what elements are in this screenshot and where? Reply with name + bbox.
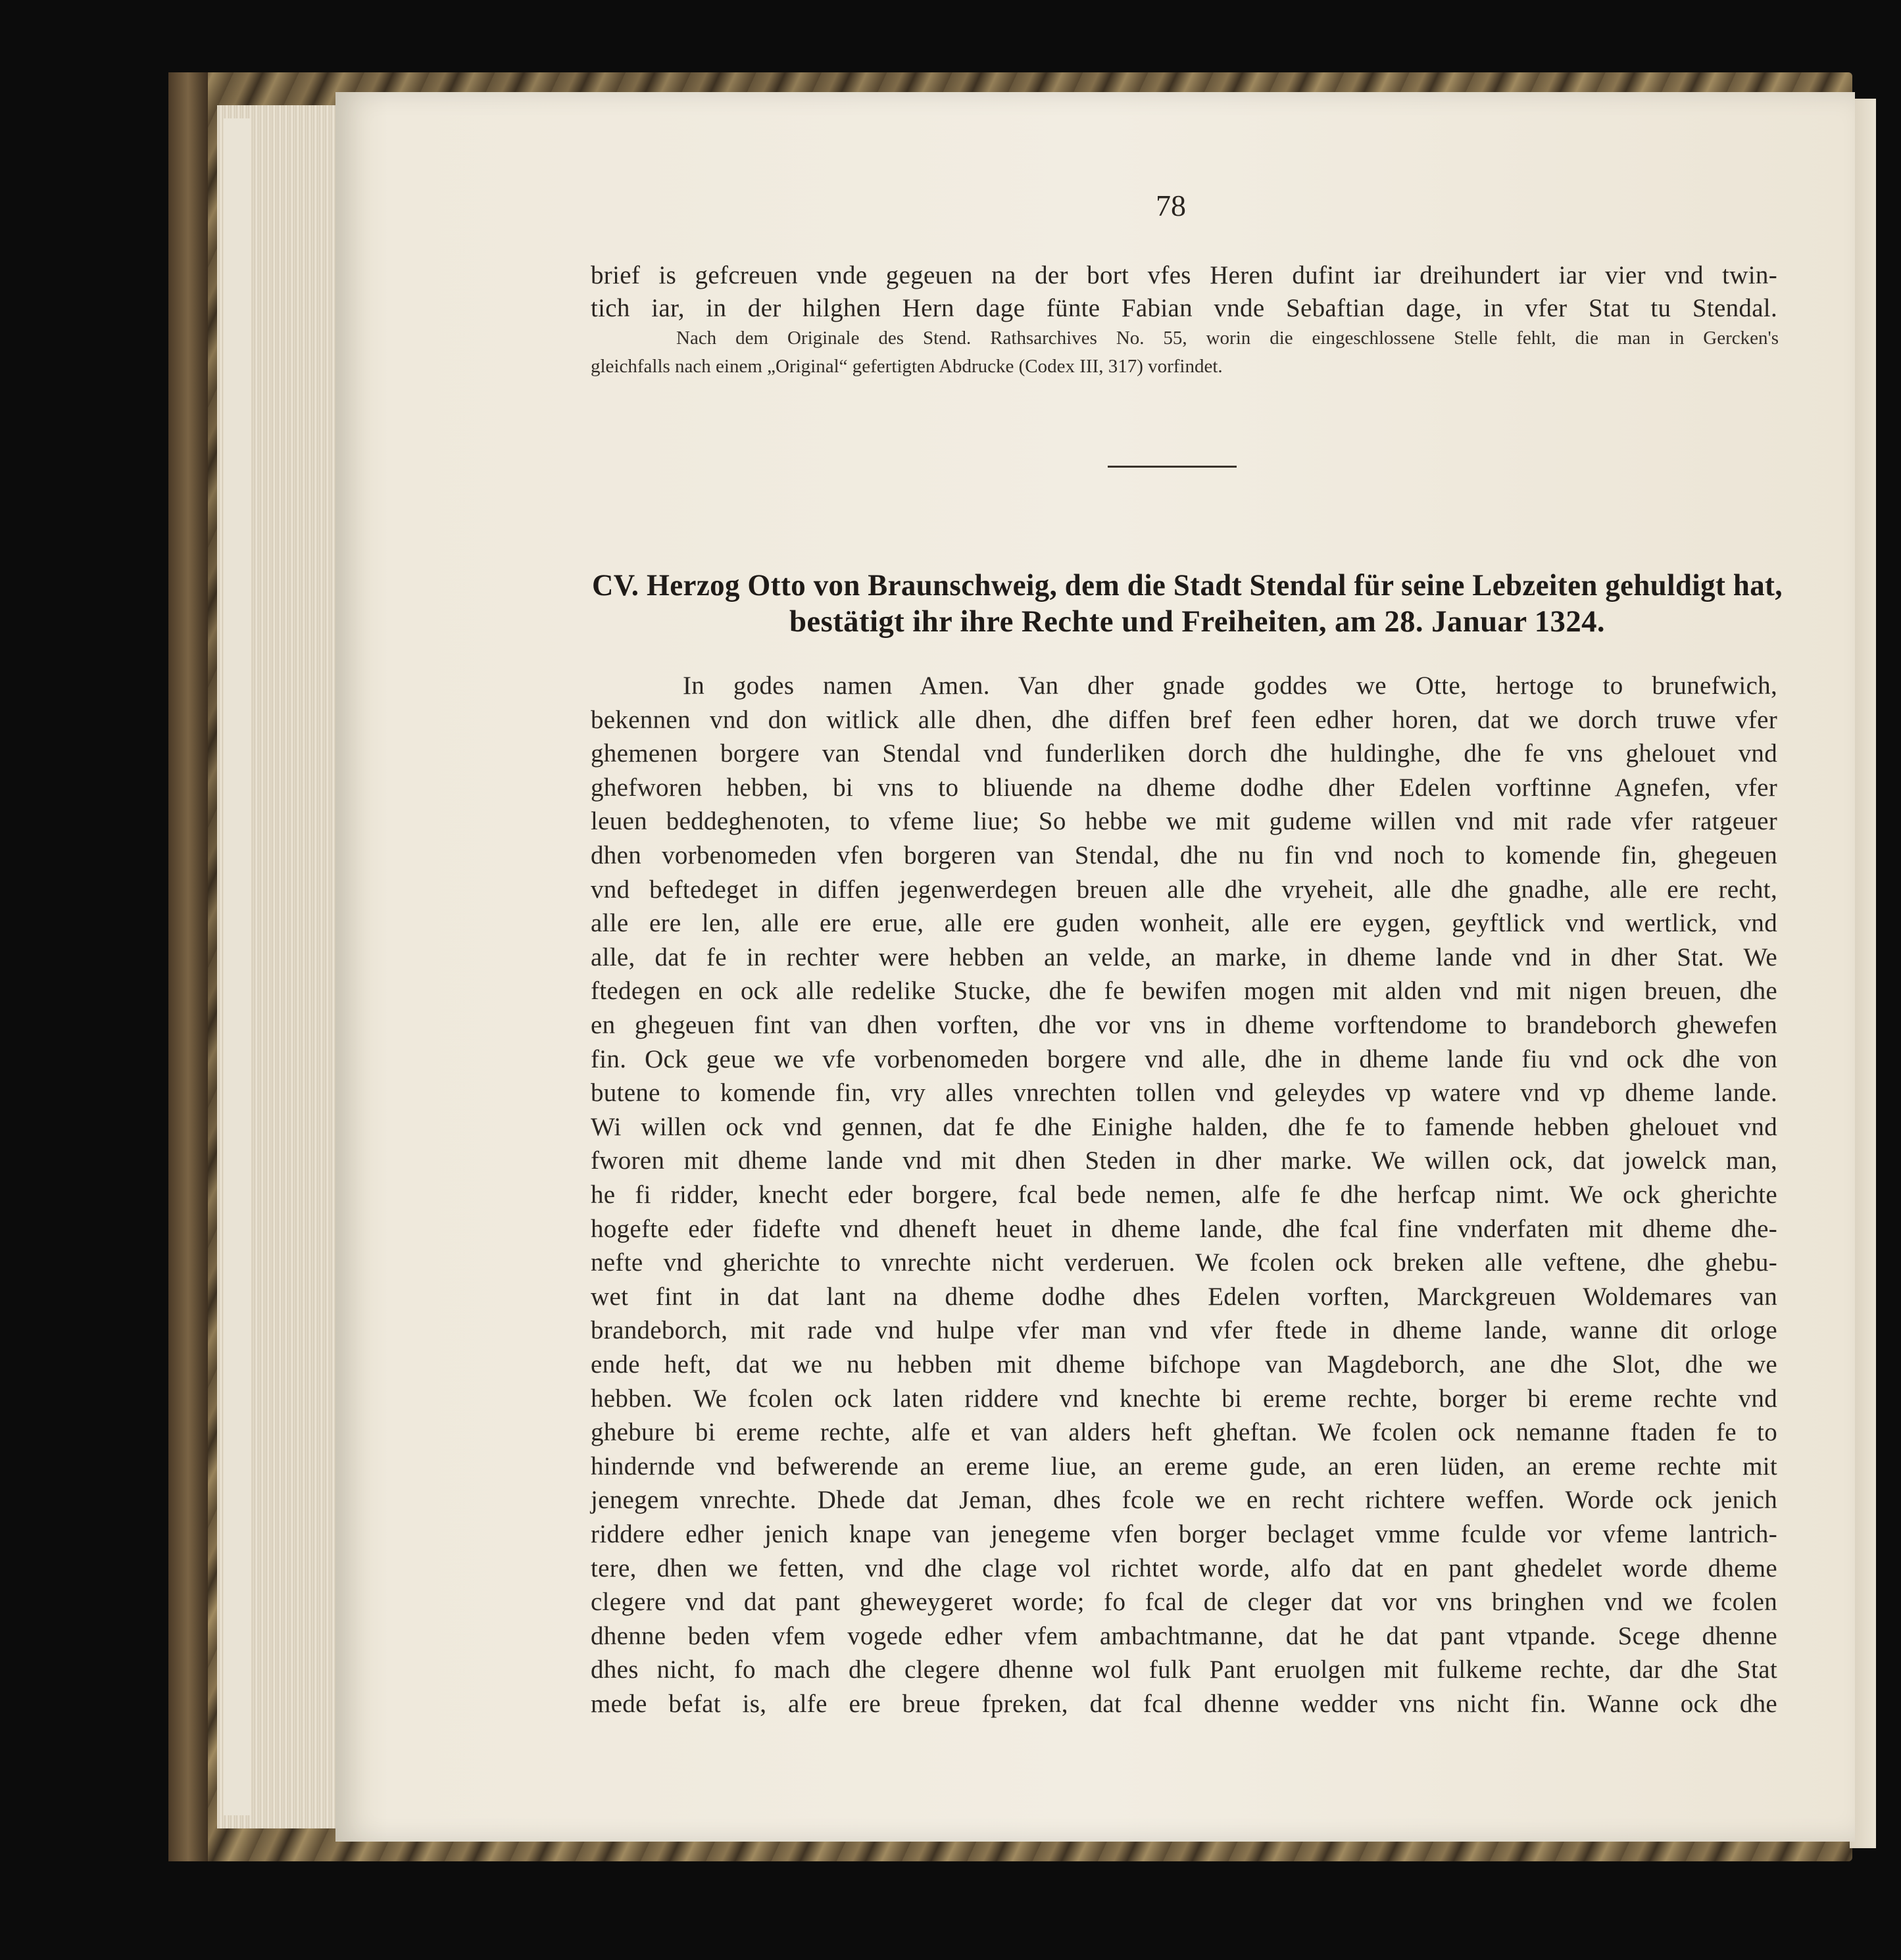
text-line: hogefte eder fidefte vnd dheneft heuet in dheme lande, dhe fcal fine vnderfaten mit dheme dhe- [591,1214,1777,1243]
text-line: fworen mit dheme lande vnd mit dhen Steden in dher marke. We willen ock, dat jowelck man, [591,1146,1777,1175]
page-number: 78 [1156,189,1186,222]
text-line: tich iar, in der hilghen Hern dage fünte Fabian vnde Sebaftian dage, in vfer Stat tu Stendal. [591,294,1777,322]
text-line: dhen vorbenomeden vfen borgeren van Stendal, dhe nu fin vnd noch to komende fin, ghegeuen [591,841,1777,870]
text-line: clegere vnd dat pant gheweygeret worde; fo fcal de cleger dat vor vns bringhen vnd we fcolen [591,1588,1777,1617]
text-line: hebben. We fcolen ock laten riddere vnd knechte bi ereme rechte, borger bi ereme rechte vnd [591,1384,1777,1413]
heading-line: CV. Herzog Otto von Braunschweig, dem die Stadt Stendal für seine Lebzeiten gehuldigt hat, [592,568,1783,602]
text-line: hindernde vnd befwerende an ereme liue, an ereme gude, an eren lüden, an ereme rechte mit [591,1452,1777,1481]
text-line: ghebure bi ereme rechte, alfe et van alders heft gheftan. We fcolen ock nemanne ftaden fe to [591,1418,1777,1447]
text-line: fin. Ock geue we vfe vorbenomeden borgere vnd alle, dhe in dheme lande fiu vnd ock dhe von [591,1044,1777,1073]
text-line: dhes nicht, fo mach dhe clegere dhenne wol fulk Pant eruolgen mit fulkeme rechte, dar dhe Stat [591,1655,1777,1684]
text-line: In godes namen Amen. Van dher gnade goddes we Otte, hertoge to brunefwich, [683,672,1777,700]
text-line: alle ere len, alle ere erue, alle ere guden wonheit, alle ere eygen, geyftlick vnd wertlick, vnd [591,909,1777,938]
text-line: ghemenen borgere van Stendal vnd funderliken dorch dhe huldinghe, dhe fe vns ghelouet vnd [591,739,1777,768]
heading-line: bestätigt ihr ihre Rechte und Freiheiten, am 28. Januar 1324. [789,604,1606,639]
text-line: nefte vnd gherichte to vnrechte nicht verderuen. We fcolen ock breken alle veftene, dhe ghebu- [591,1248,1777,1277]
note-line: Nach dem Originale des Stend. Rathsarchives No. 55, worin die eingeschlossene Stelle fehlt, die man in Gercken's [676,328,1779,349]
section-divider [1108,466,1237,468]
note-line: gleichfalls nach einem „Original“ gefertigten Abdrucke (Codex III, 317) vorfindet. [591,356,1223,377]
text-line: ende heft, dat we nu hebben mit dheme bifchope van Magdeborch, ane dhe Slot, dhe we [591,1350,1777,1379]
text-line: dhenne beden vfem vogede edher vfem ambachtmanne, dat he dat pant vtpande. Scege dhenne [591,1621,1777,1650]
text-line: riddere edher jenich knape van jenegeme vfen borger beclaget vmme fculde vor vfeme lantrich- [591,1520,1777,1548]
text-line: wet fint in dat lant na dheme dodhe dhes Edelen vorften, Marckgreuen Woldemares van [591,1282,1777,1311]
text-line: butene to komende fin, vry alles vnrechten tollen vnd geleydes vp watere vnd vp dheme lande. [591,1079,1777,1108]
text-line: en ghegeuen fint van dhen vorften, dhe vor vns in dheme vorftendome to brandeborch ghewefen [591,1011,1777,1039]
text-line: he fi ridder, knecht eder borgere, fcal bede nemen, alfe fe dhe herfcap nimt. We ock gherichte [591,1181,1777,1209]
text-line: ghefworen hebben, bi vns to bliuende na dheme dodhe dher Edelen vorftinne Agnefen, vfer [591,773,1777,802]
cover-edge [168,72,208,1861]
text-line: ftedegen en ock alle redelike Stucke, dhe fe bewifen mogen mit alden vnd mit nigen breuen, dhe [591,977,1777,1006]
text-line: Wi willen ock vnd gennen, dat fe dhe Einighe halden, dhe fe to famende hebben ghelouet vnd [591,1112,1777,1141]
text-line: brief is gefcreuen vnde gegeuen na der bort vfes Heren dufint iar dreihundert iar vier vnd twin- [591,261,1777,289]
text-line: mede befat is, alfe ere breue fpreken, dat fcal dhenne wedder vns nicht fin. Wanne ock dhe [591,1690,1777,1718]
page-edges-outer [224,118,250,1815]
text-line: leuen beddeghenoten, to vfeme liue; So hebbe we mit gudeme willen vnd mit rade vfer ratgeuer [591,807,1777,836]
text-line: tere, dhen we fetten, vnd dhe clage vol richtet worde, alfo dat en pant ghedelet worde dheme [591,1554,1777,1582]
text-line: bekennen vnd don witlick alle dhen, dhe diffen bref feen edher horen, dat we dorch truwe vfer [591,705,1777,734]
text-line: jenegem vnrechte. Dhede dat Jeman, dhes fcole we en recht richtere weffen. Worde ock jenich [591,1486,1777,1515]
text-line: brandeborch, mit rade vnd hulpe vfer man vnd vfer ftede in dheme lande, wanne dit orloge [591,1316,1777,1345]
text-line: vnd beftedeget in diffen jegenwerdegen breuen alle dhe vryeheit, alle dhe gnadhe, alle ere recht, [591,875,1777,904]
text-line: alle, dat fe in rechter were hebben an velde, an marke, in dheme lande vnd in dher Stat. We [591,943,1777,971]
